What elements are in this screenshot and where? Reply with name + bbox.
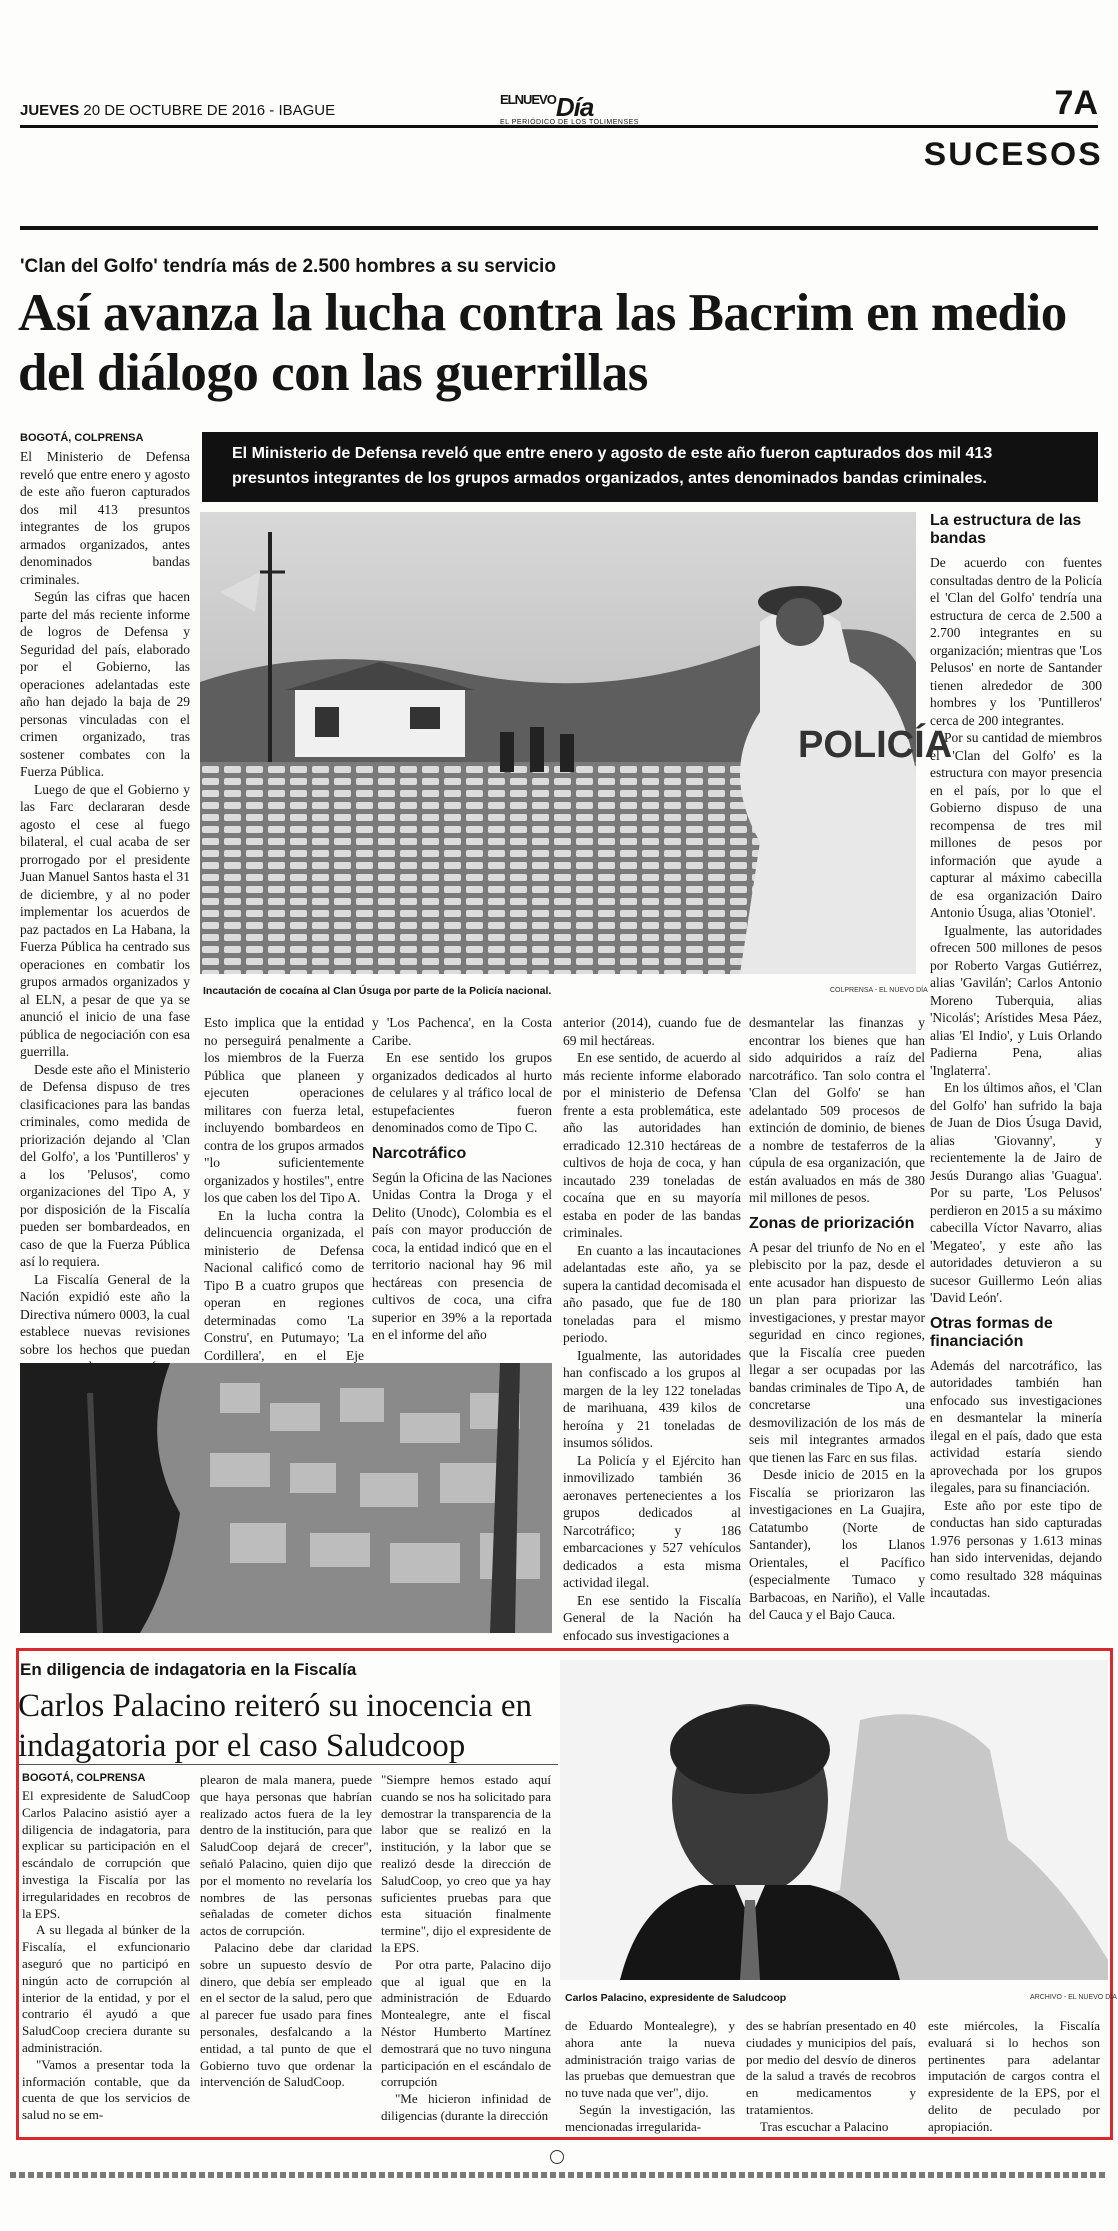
paragraph: En cuanto a las incautaciones adelantadas este año, ya se supera la cantidad decomisada el año pasado, que fue de 180 toneladas para el mismo periodo. [563, 1242, 741, 1345]
logo-main: Día [555, 92, 594, 122]
paragraph: anterior (2014), cuando fue de 69 mil hectáreas. [563, 1015, 741, 1048]
main-photo-caption: Incautación de cocaína al Clan Úsuga por parte de la Policía nacional. [203, 985, 552, 997]
paragraph: Luego de que el Gobierno y las Farc declararan desde agosto el cese al fuego bilateral, el cual acaba de ser prorrogado por el presidente Juan Manuel Santos hasta el 31 de diciembre, y al no poder implementar los acuerdos de paz pactados en La Habana, la Fuerza Pública ha centrado sus operaciones en combatir los grupos armados organizados y al ELN, a pesar de que ya se anunció el inicio de una fase pública de negociación con esa guerrilla. [20, 781, 190, 1059]
paragraph: En los últimos años, el 'Clan del Golfo' han sufrido la baja de Juan de Dios Úsuga David, alias 'Giovanny', y recientemente la de Jairo de Jesús Durango alias 'Guagua'. Por su parte, 'Los Pelusos' perdieron en 2015 a su máximo cabecilla Víctor Navarro, alias 'Megateo', y este año las autoridades detuvieron a su sucesor Guillermo León alias 'David León'. [930, 1080, 1102, 1305]
main-column-1 [20, 432, 190, 1357]
second-byline: BOGOTÁ, COLPRENSA [22, 1772, 146, 1784]
paragraph: En ese sentido la Fiscalía General de la Nación ha enfocado sus investigaciones a [563, 1592, 741, 1643]
issue-date [20, 102, 335, 119]
paragraph: Por otra parte, Palacino dijo que al igual que en la administración de Eduardo Montealegre, ante el fiscal Néstor Humberto Martínez demostrará que no tuvo ninguna participación en el escándalo de corrupción [381, 1956, 551, 2090]
paragraph: Según las cifras que hacen parte del más reciente informe de logros de Defensa y Seguridad del país, elaborado por el Gobierno, las operaciones adelantadas este año han dejado la baja de 29 personas vinculadas con el crimen organizado, tras sostener combates con la Fuerza Pública. [20, 589, 190, 779]
palacino-photo-credit: ARCHIVO - EL NUEVO DÍA [1030, 1994, 1117, 2001]
issue-date-city: 20 DE OCTUBRE DE 2016 - IBAGUE [83, 102, 336, 119]
paragraph: Desde este año el Ministerio de Defensa dispuso de tres clasificaciones para las bandas criminales, como medida de priorización dejando al 'Clan del Golfo', a los 'Puntilleros' y a los 'Pelusos', como organizaciones del Tipo A, y por disposición de la Fiscalía pueden ser bombardeados, en caso de que la Fuerza Pública así lo requiera. [20, 1061, 190, 1269]
estructura-heading: La estructura de las bandas [930, 512, 1082, 547]
main-kicker: 'Clan del Golfo' tendría más de 2.500 hombres a su servicio [20, 256, 556, 277]
paragraph: A su llegada al búnker de la Fiscalía, el exfuncionario aseguró que no participó en ningún acto de corrupción al interior de la entidad, y por el contrario él ayudó a que SaludCoop creciera durante su administración. [22, 1922, 190, 2055]
paragraph: Según la Oficina de las Naciones Unidas Contra la Droga y el Delito (Unodc), Colombia es el país con mayor producción de coca, la entidad indicó que en el territorio nacional hay 96 mil hectáreas con presencia de cultivos de coca, una cifra superior en 39% a la reportada en el informe del año [372, 1169, 552, 1342]
logo-prefix: ELNUEVO [500, 92, 556, 107]
city-photo [20, 1363, 552, 1633]
paragraph: Por su cantidad de miembros el 'Clan del Golfo' es la estructura con mayor presencia en el país, por lo que el Gobierno dispuso de una recompensa de tres mil millones de pesos por información que ayude a capturar al máximo cabecilla de esa organización Dairo Antonio Úsuga, alias 'Otoniel'. [930, 730, 1102, 920]
second-headline-rule [18, 1764, 558, 1765]
second-column-5 [746, 2018, 916, 2134]
paragraph: des se habrían presentado en 40 ciudades y municipios del país, por medio del desvío de dineros de la salud a través de recobros en medicamentos y tratamientos. [746, 2018, 916, 2117]
section-divider [20, 226, 1098, 230]
page-number: 7A [1054, 84, 1098, 122]
paragraph: La Policía y el Ejército han inmovilizado también 36 aeronaves pertenecientes a los grupos dedicados al Narcotráfico; y 186 embarcaciones y 527 vehículos dedicados a esta misma actividad ilegal. [563, 1452, 741, 1590]
paragraph: En ese sentido los grupos organizados dedicados al hurto de celulares y al tráfico local de estupefacientes fueron denominados como de Tipo C. [372, 1050, 552, 1135]
section-title: SUCESOS [923, 136, 1103, 172]
main-photo-credit: COLPRENSA - EL NUEVO DÍA [830, 987, 928, 994]
paragraph: Desde inicio de 2015 en la Fiscalía se priorizaron las investigaciones en La Guajira, Catatumbo (Norte de Santander), los Llanos Orientales, el Pacífico (especialmente Tumaco y Barbacoas, en Nariño), el Valle del Cauca y el Bajo Cauca. [749, 1467, 925, 1622]
paragraph: El Ministerio de Defensa reveló que entre enero y agosto de este año fueron capturados dos mil 413 presuntos integrantes de los grupos armados organizados, antes denominados bandas criminales. [20, 449, 190, 587]
main-column-3 [372, 1014, 552, 1354]
paragraph: plearon de mala manera, puede que haya personas que habrían realizado actos fuera de la ley dentro de la institución, para que SaludCoop dejará de crecer", señaló Palacino, quien dijo que por el momento no revelaría los nombres de las personas señaladas de cometer dichos actos de corrupción. [200, 1772, 372, 1939]
paragraph: Esto implica que la entidad no perseguirá penalmente a los miembros de la Fuerza Pública que planeen y ejecuten operaciones militares con fuerza letal, incluyendo bombardeos en contra de los grupos armados "lo suficientemente organizados y hostiles", entre los que caben los del Tipo A. [204, 1015, 364, 1205]
main-headline: Así avanza la lucha contra las Bacrim en medio del diálogo con las guerrillas [18, 284, 1067, 402]
byline: BOGOTÁ, COLPRENSA [20, 432, 144, 444]
paragraph: desmantelar las finanzas y encontrar los bienes que han sido adquiridos a raíz del narcotráfico. Tan solo contra el 'Clan del Golfo' se han adelantado 509 procesos de extinción de dominio, de bienes a nombre de testaferros de la cúpula de esa organización, que están avaluados en más de 380 mil millones de pesos. [749, 1015, 925, 1205]
paragraph: El expresidente de SaludCoop Carlos Palacino asistió ayer a diligencia de indagatoria, para explicar su participación en el escándalo de corrupción que investiga la Fiscalía por las irregularidades en recobros de la EPS. [22, 1788, 190, 1921]
main-column-6 [930, 512, 1102, 1634]
second-headline: Carlos Palacino reiteró su inocencia en indagatoria por el caso Saludcoop [18, 1688, 533, 1764]
print-color-bar [10, 2172, 1108, 2178]
paragraph: "Me hicieron infinidad de diligencias (durante la dirección [381, 2091, 551, 2123]
palacino-photo [560, 1660, 1108, 1980]
registration-mark [550, 2150, 564, 2164]
zonas-heading: Zonas de priorización [749, 1214, 915, 1232]
financiacion-heading: Otras formas de financiación [930, 1314, 1053, 1350]
issue-day: JUEVES [20, 102, 80, 119]
paragraph: En ese sentido, de acuerdo al más reciente informe elaborado por el ministerio de Defensa frente a esta problemática, este año las autoridades han erradicado 12.310 hectáreas de cultivos de hoja de coca, y han incautado 239 toneladas de cocaína que en su mayoría estaba en poder de las bandas criminales. [563, 1050, 741, 1240]
paragraph: y 'Los Pachenca', en la Costa Caribe. [372, 1015, 552, 1048]
paragraph: La Fiscalía General de la Nación expidió este año la Directiva número 0003, la cual establece nuevas revisiones sobre los hechos que puedan [20, 1271, 190, 1357]
second-column-1 [22, 1772, 190, 2130]
paragraph: Palacino debe dar claridad sobre un supuesto desvío de dinero, que debía ser empleado en el sector de la salud, pero que al parecer fue usado para fines personales, desfalcando a la entidad, a tal punto de que el Gobierno tuvo que ordenar la intervención de SaludCoop. [200, 1939, 372, 2090]
second-column-6 [928, 2018, 1100, 2134]
paragraph: Igualmente, las autoridades han confiscado a los grupos al margen de la ley 122 toneladas de marihuana, 439 kilos de heroína y 21 toneladas de insumos sólidos. [563, 1347, 741, 1450]
logo-tagline: EL PERIÓDICO DE LOS TOLIMENSES [500, 119, 639, 126]
main-column-5 [749, 1014, 925, 1634]
main-photo [200, 512, 953, 974]
second-column-4 [565, 2018, 735, 2134]
paragraph: Además del narcotráfico, las autoridades también han enfocado sus investigaciones en desmantelar la minería ilegal en el país, dado que esta actividad estaría siendo aprovechada por los grupos ilegales, para su financiación. [930, 1357, 1102, 1495]
paragraph: este miércoles, la Fiscalía evaluará si lo hechos son pertinentes para adelantar imputación de cargos contra el expresidente de la EPS, por el delito de peculado por apropiación. [928, 2018, 1100, 2134]
paragraph: En la lucha contra la delincuencia organizada, el ministerio de Defensa Nacional calificó como de Tipo B a cuatro grupos que operan en regiones determinadas como 'La Constru', en Putumayo; 'La Cordillera', en el Eje [204, 1207, 364, 1363]
paragraph: "Vamos a presentar toda la información contable, que da cuenta de que los servicios de salud no se em- [22, 2056, 190, 2123]
paragraph: Este año por este tipo de conductas han sido capturadas 1.976 personas y 1.613 minas han sido intervenidas, dejando como resultado 328 máquinas incautadas. [930, 1497, 1102, 1600]
masthead [20, 84, 1098, 128]
paragraph: Igualmente, las autoridades ofrecen 500 millones de pesos por Roberto Vargas Gutiérrez, alias 'Gavilán'; Carlos Antonio Moreno Tuberquia, alias 'Nicolás'; Arístides Mesa Páez, alias 'El Indio', y Luis Orlando Padierna Pena, alias 'Inglaterra'. [930, 922, 1102, 1078]
paragraph: A pesar del triunfo de No en el plebiscito por la paz, desde el ente acusador han dispuesto de un plan para priorizar las investigaciones, y prestar mayor seguridad en cinco regiones, que la Fiscalía cree pueden llegar a ser ocupadas por las bandas criminales de Tipo A, de concretarse una desmovilización de los más de seis mil integrantes armados que tienen las Farc en sus filas. [749, 1239, 925, 1465]
second-column-2 [200, 1772, 372, 2130]
narcotrafico-heading: Narcotráfico [372, 1144, 467, 1162]
vest-text: POLICÍA [798, 724, 953, 766]
second-column-3 [381, 1772, 551, 2130]
paragraph: de Eduardo Montealegre), y ahora ante la nueva administración traigo varias de las pruebas que demuestran que no tuve nada que ver", dijo. [565, 2018, 735, 2101]
paragraph: Tras escuchar a Palacino [760, 2118, 889, 2134]
paragraph: "Siempre hemos estado aquí cuando se nos ha solicitado para demostrar la transparencia de la labor que se realizó en la institución, y la labor que se realizó desde la dirección de SaludCoop, yo creo que ya hay suficientes pruebas para que esta situación finalmente termine", dijo el expresidente de la EPS. [381, 1772, 551, 1955]
palacino-photo-caption: Carlos Palacino, expresidente de Saludcoop [565, 1992, 787, 2004]
main-column-2 [204, 1014, 364, 1363]
second-kicker: En diligencia de indagatoria en la Fiscalía [20, 1660, 357, 1679]
main-column-4 [563, 1014, 741, 1643]
summary-box: El Ministerio de Defensa reveló que entre enero y agosto de este año fueron capturados dos mil 413 presuntos integrantes de los grupos armados organizados, antes denominados bandas criminales. [202, 432, 1098, 502]
paragraph: De acuerdo con fuentes consultadas dentro de la Policía el 'Clan del Golfo' tendría una estructura de cerca de 2.500 a 2.700 integrantes en su organización; mientras que 'Los Pelusos' en norte de Santander tienen alrededor de 300 hombres y los 'Puntilleros' cerca de 200 integrantes. [930, 555, 1103, 728]
paragraph: Según la investigación, las mencionadas irregularida- [565, 2101, 735, 2134]
